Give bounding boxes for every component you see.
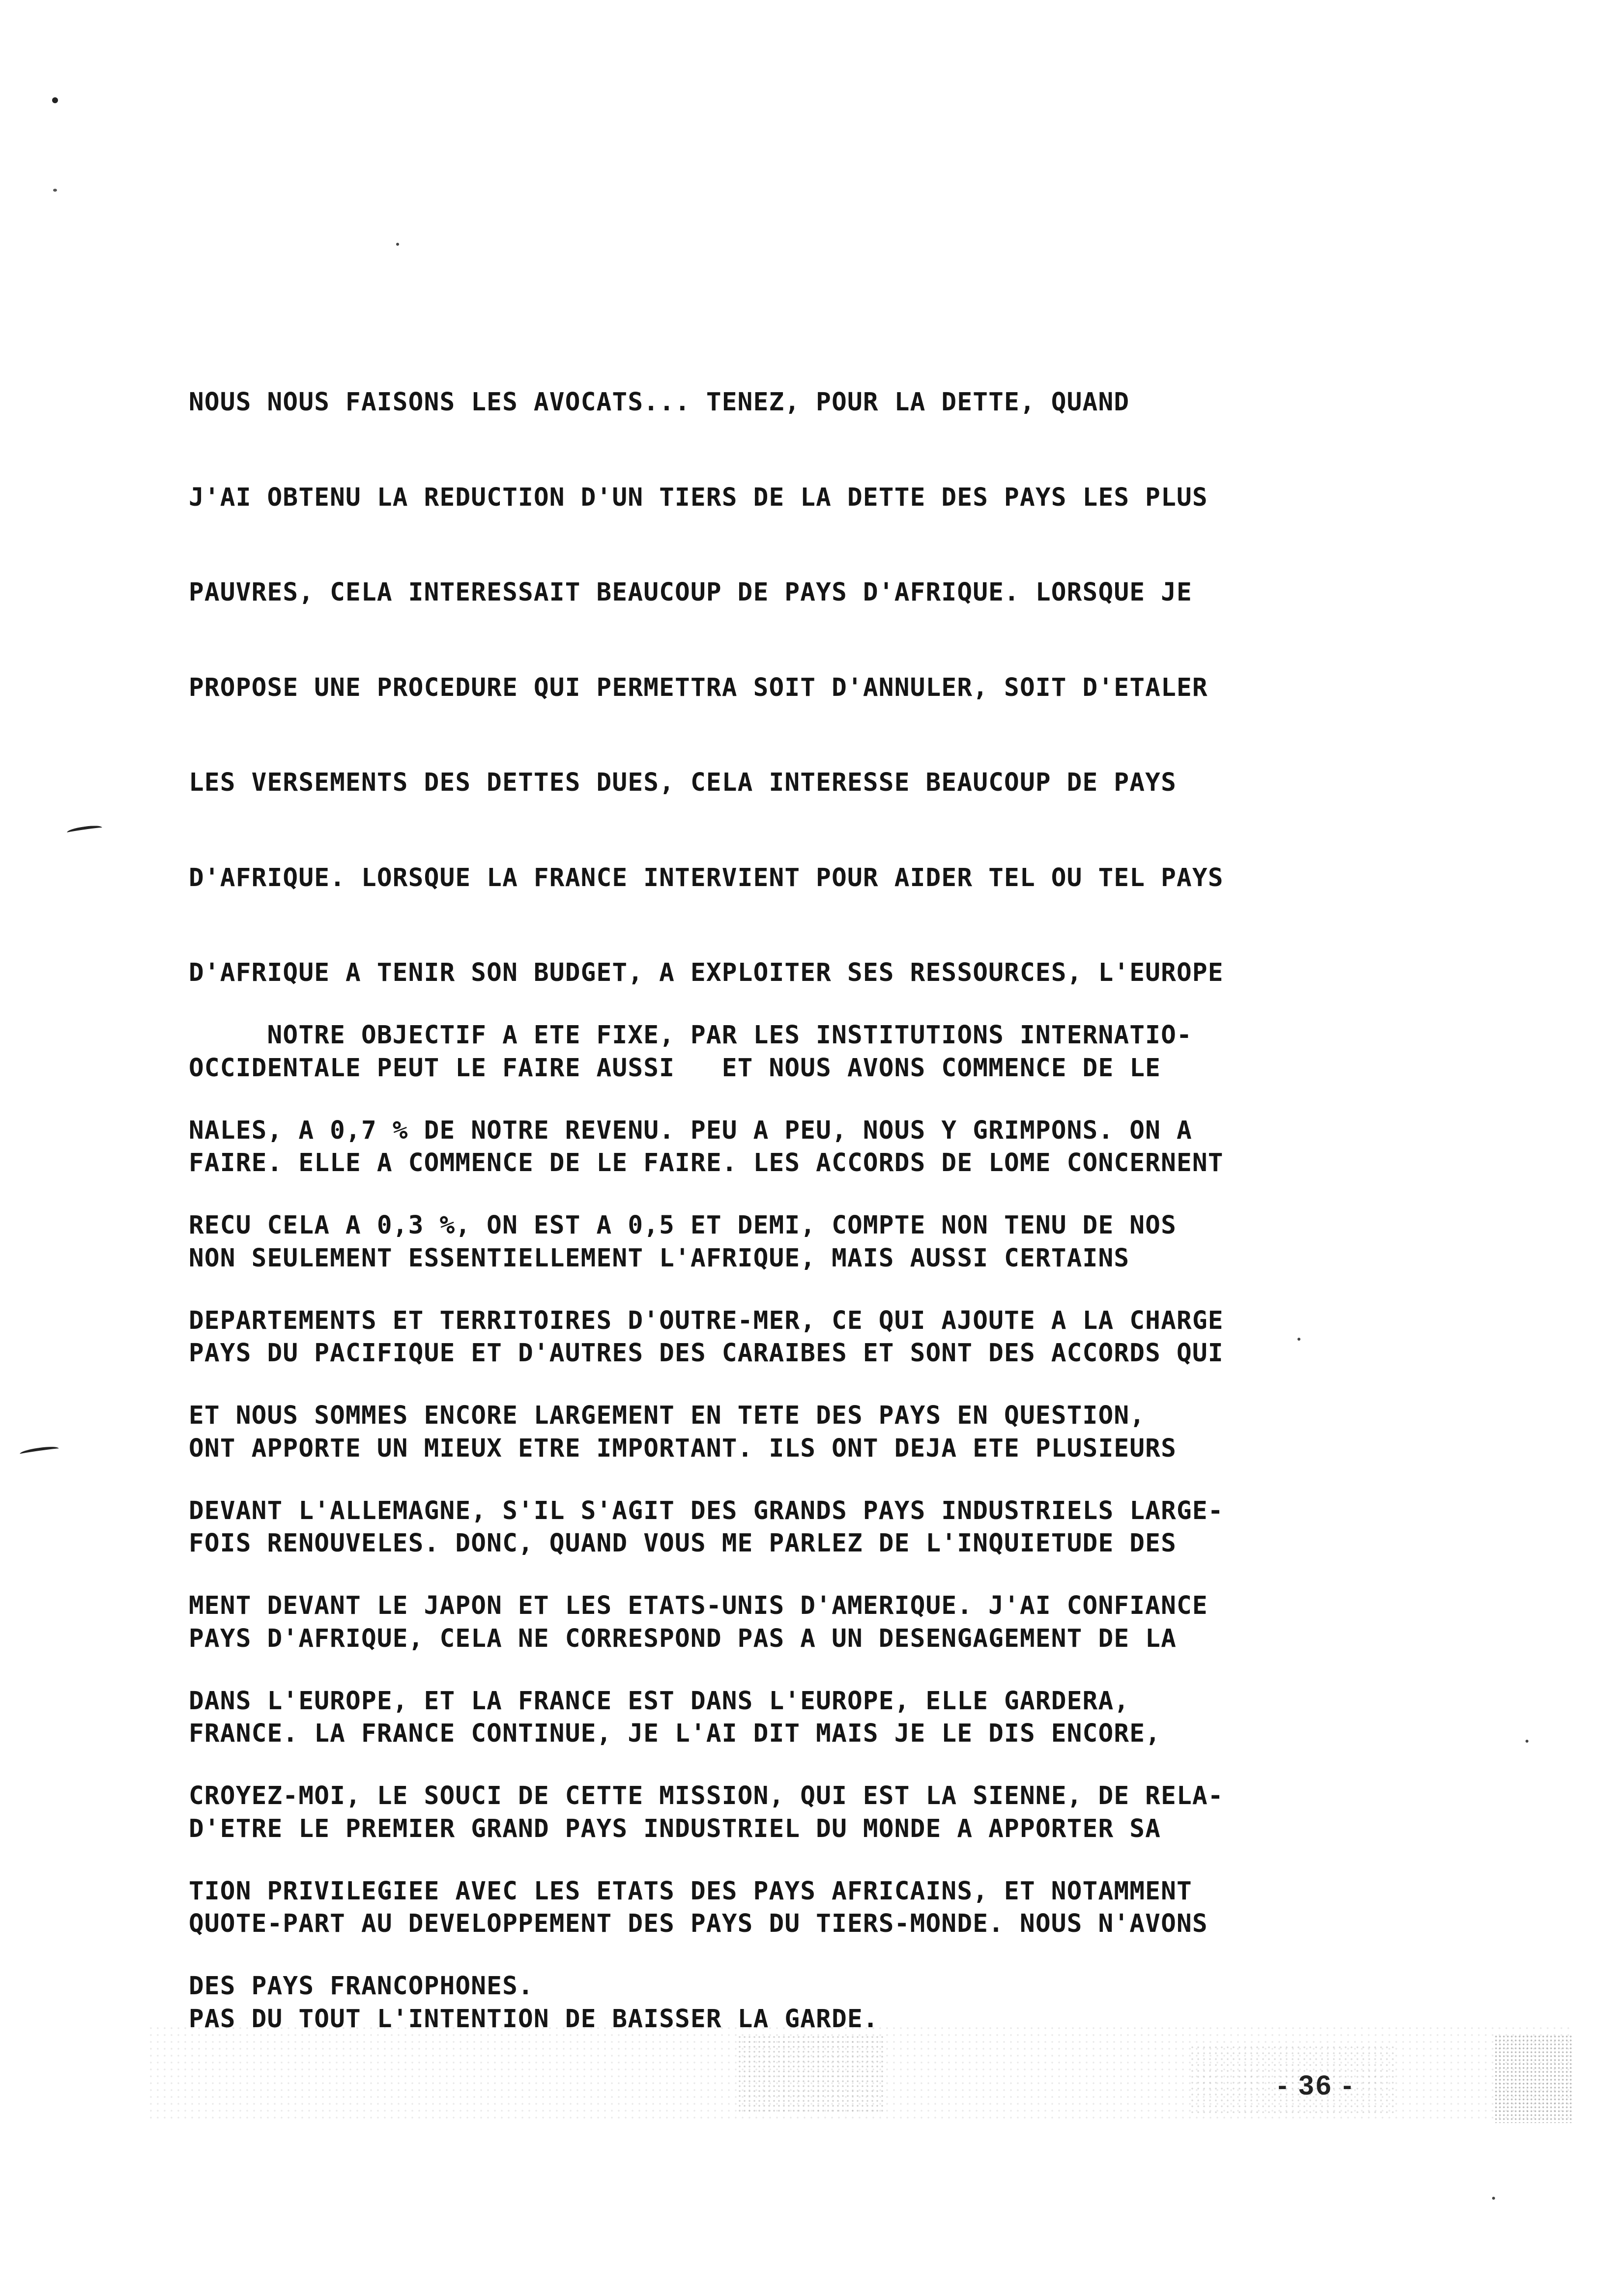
text-line: OCCIDENTALE PEUT LE FAIRE AUSSI ET NOUS AVONS COMMENCE DE LE bbox=[189, 1053, 1161, 1083]
text-line: CROYEZ-MOI, LE SOUCI DE CETTE MISSION, QUI EST LA SIENNE, DE RELA- bbox=[189, 1781, 1224, 1810]
text-line: J'AI OBTENU LA REDUCTION D'UN TIERS DE LA DETTE DES PAYS LES PLUS bbox=[189, 483, 1208, 512]
text-line: NON SEULEMENT ESSENTIELLEMENT L'AFRIQUE, MAIS AUSSI CERTAINS bbox=[189, 1243, 1130, 1273]
text-line: DES PAYS FRANCOPHONES. bbox=[189, 1972, 534, 2001]
text-line: D'ETRE LE PREMIER GRAND PAYS INDUSTRIEL DU MONDE A APPORTER SA bbox=[189, 1814, 1161, 1843]
scan-speck bbox=[1492, 2197, 1495, 2200]
body-paragraph-2 bbox=[189, 956, 1427, 2066]
text-line: D'AFRIQUE A TENIR SON BUDGET, A EXPLOITER SES RESSOURCES, L'EUROPE bbox=[189, 958, 1224, 987]
page-number: - 36 - bbox=[1278, 2069, 1354, 2100]
text-line: PAYS D'AFRIQUE, CELA NE CORRESPOND PAS A UN DESENGAGEMENT DE LA bbox=[189, 1624, 1177, 1653]
text-line: DANS L'EUROPE, ET LA FRANCE EST DANS L'EUROPE, ELLE GARDERA, bbox=[189, 1686, 1130, 1716]
text-line: FOIS RENOUVELES. DONC, QUAND VOUS ME PARLEZ DE L'INQUIETUDE DES bbox=[189, 1529, 1177, 1558]
text-line: LES VERSEMENTS DES DETTES DUES, CELA INTERESSE BEAUCOUP DE PAYS bbox=[189, 768, 1177, 797]
margin-tick-mark bbox=[66, 824, 102, 836]
text-line: NOTRE OBJECTIF A ETE FIXE, PAR LES INSTITUTIONS INTERNATIO- bbox=[189, 1021, 1192, 1050]
text-line: PAUVRES, CELA INTERESSAIT BEAUCOUP DE PAYS D'AFRIQUE. LORSQUE JE bbox=[189, 578, 1192, 607]
punch-hole-mark bbox=[52, 97, 58, 103]
scan-speck bbox=[1526, 1740, 1528, 1743]
margin-tick-mark bbox=[19, 1445, 59, 1458]
scan-noise bbox=[1494, 2035, 1573, 2123]
text-line: FAIRE. ELLE A COMMENCE DE LE FAIRE. LES ACCORDS DE LOME CONCERNENT bbox=[189, 1148, 1224, 1177]
scan-speck bbox=[396, 243, 399, 246]
text-line: FRANCE. LA FRANCE CONTINUE, JE L'AI DIT MAIS JE LE DIS ENCORE, bbox=[189, 1719, 1161, 1748]
text-line: DEVANT L'ALLEMAGNE, S'IL S'AGIT DES GRANDS PAYS INDUSTRIELS LARGE- bbox=[189, 1496, 1224, 1525]
text-line: QUOTE-PART AU DEVELOPPEMENT DES PAYS DU TIERS-MONDE. NOUS N'AVONS bbox=[189, 1909, 1208, 1938]
text-line: NALES, A 0,7 % DE NOTRE REVENU. PEU A PEU, NOUS Y GRIMPONS. ON A bbox=[189, 1116, 1192, 1145]
text-line: PAS DU TOUT L'INTENTION DE BAISSER LA GARDE. bbox=[189, 2004, 879, 2034]
text-line: PROPOSE UNE PROCEDURE QUI PERMETTRA SOIT D'ANNULER, SOIT D'ETALER bbox=[189, 673, 1208, 702]
text-line: NOUS NOUS FAISONS LES AVOCATS... TENEZ, POUR LA DETTE, QUAND bbox=[189, 388, 1130, 417]
text-line: TION PRIVILEGIEE AVEC LES ETATS DES PAYS AFRICAINS, ET NOTAMMENT bbox=[189, 1876, 1192, 1906]
text-line: DEPARTEMENTS ET TERRITOIRES D'OUTRE-MER, CE QUI AJOUTE A LA CHARGE bbox=[189, 1306, 1224, 1335]
text-line: D'AFRIQUE. LORSQUE LA FRANCE INTERVIENT POUR AIDER TEL OU TEL PAYS bbox=[189, 863, 1224, 892]
text-line: PAYS DU PACIFIQUE ET D'AUTRES DES CARAIBES ET SONT DES ACCORDS QUI bbox=[189, 1339, 1224, 1368]
text-line: ET NOUS SOMMES ENCORE LARGEMENT EN TETE DES PAYS EN QUESTION, bbox=[189, 1401, 1146, 1430]
scan-noise bbox=[737, 2035, 885, 2113]
scan-speck bbox=[53, 189, 57, 192]
text-line: ONT APPORTE UN MIEUX ETRE IMPORTANT. ILS ONT DEJA ETE PLUSIEURS bbox=[189, 1434, 1177, 1463]
text-line: RECU CELA A 0,3 %, ON EST A 0,5 ET DEMI, COMPTE NON TENU DE NOS bbox=[189, 1211, 1177, 1240]
text-line: MENT DEVANT LE JAPON ET LES ETATS-UNIS D'AMERIQUE. J'AI CONFIANCE bbox=[189, 1591, 1208, 1620]
